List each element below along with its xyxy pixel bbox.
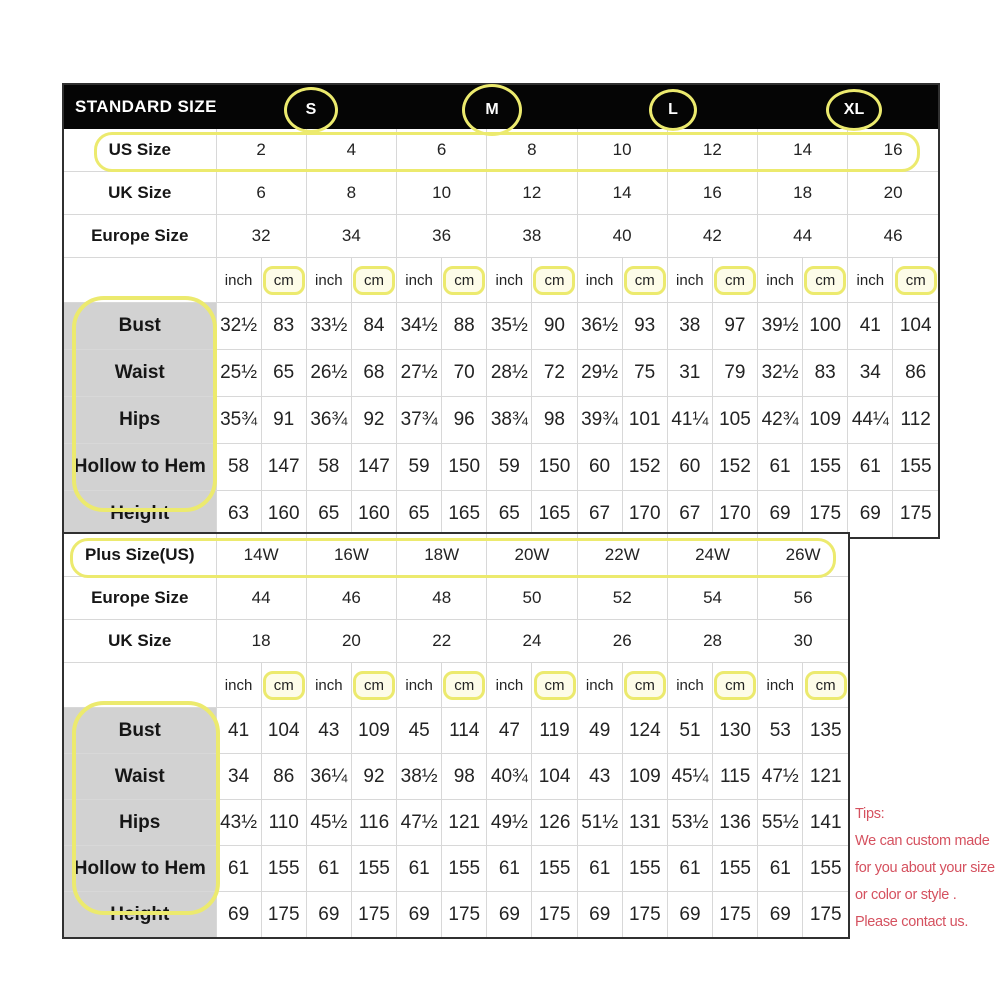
inch-value-cell: 45¼ — [667, 754, 712, 800]
unit-cm-highlight: cm — [263, 266, 305, 295]
cm-value-cell: 150 — [532, 444, 577, 491]
inch-value-cell: 33½ — [306, 303, 351, 350]
row-label: Hollow to Hem — [64, 444, 216, 491]
inch-value-cell: 61 — [397, 846, 442, 892]
size-cell: 16 — [667, 172, 757, 215]
size-cell: 38 — [487, 215, 577, 258]
inch-value-cell: 37¾ — [397, 397, 442, 444]
size-cell: 24 — [487, 620, 577, 663]
unit-cm-cell — [351, 663, 396, 708]
inch-value-cell: 69 — [306, 892, 351, 938]
unit-inch-label: inch — [667, 663, 712, 708]
inch-value-cell: 43 — [306, 708, 351, 754]
cm-value-cell: 170 — [622, 491, 667, 538]
standard-size-grid — [64, 129, 938, 537]
unit-cm-cell — [261, 663, 306, 708]
inch-value-cell: 39¾ — [577, 397, 622, 444]
inch-value-cell: 61 — [667, 846, 712, 892]
cm-value-cell: 126 — [532, 800, 577, 846]
unit-cm-cell — [713, 663, 758, 708]
size-cell: 36 — [397, 215, 487, 258]
unit-cm-highlight: cm — [443, 671, 485, 700]
size-cell: 4 — [306, 129, 396, 172]
size-cell: 22W — [577, 534, 667, 577]
cm-value-cell: 175 — [261, 892, 306, 938]
size-cell: 40 — [577, 215, 667, 258]
cm-value-cell: 155 — [351, 846, 396, 892]
cm-value-cell: 112 — [893, 397, 938, 444]
unit-cm-cell — [442, 258, 487, 303]
unit-cm-cell — [622, 663, 667, 708]
size-cell: 54 — [667, 577, 757, 620]
inch-value-cell: 28½ — [487, 350, 532, 397]
measurement-row — [64, 800, 848, 846]
size-badge-m: M — [462, 84, 522, 136]
measurement-row — [64, 397, 938, 444]
inch-value-cell: 41¼ — [667, 397, 712, 444]
size-row — [64, 129, 938, 172]
unit-row-spacer — [64, 663, 216, 708]
cm-value-cell: 155 — [803, 846, 848, 892]
inch-value-cell: 36¼ — [306, 754, 351, 800]
measurement-row — [64, 491, 938, 538]
cm-value-cell: 119 — [532, 708, 577, 754]
cm-value-cell: 165 — [442, 491, 487, 538]
row-label: Europe Size — [64, 577, 216, 620]
cm-value-cell: 116 — [351, 800, 396, 846]
unit-row-spacer — [64, 258, 216, 303]
inch-value-cell: 61 — [577, 846, 622, 892]
cm-value-cell: 155 — [532, 846, 577, 892]
unit-inch-label: inch — [758, 663, 803, 708]
inch-value-cell: 67 — [667, 491, 712, 538]
unit-cm-cell — [803, 663, 848, 708]
cm-value-cell: 160 — [261, 491, 306, 538]
size-cell: 14 — [758, 129, 848, 172]
unit-inch-label: inch — [306, 258, 351, 303]
size-row — [64, 172, 938, 215]
unit-cm-highlight: cm — [263, 671, 305, 700]
inch-value-cell: 27½ — [397, 350, 442, 397]
size-badge-xl: XL — [826, 89, 882, 131]
inch-value-cell: 42¾ — [758, 397, 803, 444]
inch-value-cell: 51 — [667, 708, 712, 754]
inch-value-cell: 61 — [758, 444, 803, 491]
unit-cm-cell — [712, 258, 757, 303]
inch-value-cell: 34 — [848, 350, 893, 397]
cm-value-cell: 109 — [351, 708, 396, 754]
inch-value-cell: 36¾ — [306, 397, 351, 444]
size-row — [64, 620, 848, 663]
size-row — [64, 215, 938, 258]
inch-value-cell: 34 — [216, 754, 261, 800]
measurement-row — [64, 303, 938, 350]
cm-value-cell: 83 — [261, 303, 306, 350]
size-cell: 12 — [487, 172, 577, 215]
inch-value-cell: 61 — [487, 846, 532, 892]
row-label: Plus Size(US) — [64, 534, 216, 577]
plus-size-grid — [64, 534, 848, 937]
inch-value-cell: 61 — [758, 846, 803, 892]
inch-value-cell: 35½ — [487, 303, 532, 350]
unit-cm-highlight: cm — [624, 671, 666, 700]
cm-value-cell: 96 — [442, 397, 487, 444]
inch-value-cell: 65 — [306, 491, 351, 538]
unit-cm-highlight: cm — [443, 266, 485, 295]
cm-value-cell: 155 — [713, 846, 758, 892]
cm-value-cell: 114 — [442, 708, 487, 754]
cm-value-cell: 92 — [351, 397, 396, 444]
inch-value-cell: 32½ — [216, 303, 261, 350]
cm-value-cell: 79 — [712, 350, 757, 397]
cm-value-cell: 141 — [803, 800, 848, 846]
unit-cm-highlight: cm — [714, 266, 756, 295]
inch-value-cell: 38½ — [397, 754, 442, 800]
tips-note — [855, 801, 1000, 936]
inch-value-cell: 60 — [577, 444, 622, 491]
unit-cm-highlight: cm — [714, 671, 756, 700]
size-cell: 20 — [848, 172, 938, 215]
inch-value-cell: 49 — [577, 708, 622, 754]
unit-cm-highlight: cm — [533, 266, 575, 295]
size-cell: 20 — [306, 620, 396, 663]
inch-value-cell: 38 — [667, 303, 712, 350]
unit-inch-label: inch — [487, 663, 532, 708]
row-label: UK Size — [64, 620, 216, 663]
cm-value-cell: 155 — [442, 846, 487, 892]
cm-value-cell: 86 — [261, 754, 306, 800]
standard-size-title: STANDARD SIZE — [75, 97, 217, 116]
cm-value-cell: 175 — [803, 892, 848, 938]
cm-value-cell: 65 — [261, 350, 306, 397]
cm-value-cell: 152 — [712, 444, 757, 491]
row-label: Hips — [64, 397, 216, 444]
cm-value-cell: 88 — [442, 303, 487, 350]
inch-value-cell: 61 — [848, 444, 893, 491]
row-label: US Size — [64, 129, 216, 172]
size-cell: 6 — [216, 172, 306, 215]
size-cell: 48 — [397, 577, 487, 620]
cm-value-cell: 100 — [803, 303, 848, 350]
inch-value-cell: 61 — [216, 846, 261, 892]
cm-value-cell: 175 — [532, 892, 577, 938]
size-cell: 16 — [848, 129, 938, 172]
cm-value-cell: 98 — [532, 397, 577, 444]
inch-value-cell: 39½ — [758, 303, 803, 350]
inch-value-cell: 35¾ — [216, 397, 261, 444]
cm-value-cell: 98 — [442, 754, 487, 800]
size-badge-s: S — [284, 87, 338, 133]
inch-value-cell: 47½ — [397, 800, 442, 846]
measurement-row — [64, 754, 848, 800]
size-cell: 20W — [487, 534, 577, 577]
inch-value-cell: 60 — [667, 444, 712, 491]
row-label: Hollow to Hem — [64, 846, 216, 892]
unit-cm-highlight: cm — [624, 266, 666, 295]
size-row — [64, 577, 848, 620]
cm-value-cell: 121 — [803, 754, 848, 800]
cm-value-cell: 155 — [803, 444, 848, 491]
inch-value-cell: 67 — [577, 491, 622, 538]
size-cell: 8 — [306, 172, 396, 215]
size-badge-l: L — [649, 89, 697, 131]
size-cell: 52 — [577, 577, 667, 620]
cm-value-cell: 175 — [713, 892, 758, 938]
inch-value-cell: 44¼ — [848, 397, 893, 444]
unit-inch-label: inch — [397, 663, 442, 708]
cm-value-cell: 155 — [261, 846, 306, 892]
unit-inch-label: inch — [758, 258, 803, 303]
size-row — [64, 534, 848, 577]
cm-value-cell: 109 — [803, 397, 848, 444]
inch-value-cell: 58 — [216, 444, 261, 491]
inch-value-cell: 45 — [397, 708, 442, 754]
cm-value-cell: 155 — [893, 444, 938, 491]
cm-value-cell: 175 — [803, 491, 848, 538]
cm-value-cell: 175 — [351, 892, 396, 938]
measurement-row — [64, 350, 938, 397]
inch-value-cell: 53 — [758, 708, 803, 754]
size-cell: 18 — [216, 620, 306, 663]
inch-value-cell: 47½ — [758, 754, 803, 800]
inch-value-cell: 53½ — [667, 800, 712, 846]
cm-value-cell: 124 — [622, 708, 667, 754]
cm-value-cell: 75 — [622, 350, 667, 397]
inch-value-cell: 63 — [216, 491, 261, 538]
inch-value-cell: 69 — [577, 892, 622, 938]
cm-value-cell: 175 — [893, 491, 938, 538]
row-label: UK Size — [64, 172, 216, 215]
tips-line: for you about your size — [855, 860, 995, 876]
unit-inch-label: inch — [848, 258, 893, 303]
size-cell: 56 — [758, 577, 848, 620]
standard-size-table — [62, 83, 940, 539]
row-label: Bust — [64, 303, 216, 350]
size-cell: 18W — [397, 534, 487, 577]
unit-inch-label: inch — [397, 258, 442, 303]
cm-value-cell: 109 — [622, 754, 667, 800]
cm-value-cell: 170 — [712, 491, 757, 538]
inch-value-cell: 45½ — [306, 800, 351, 846]
row-label: Waist — [64, 350, 216, 397]
unit-cm-cell — [622, 258, 667, 303]
unit-cm-highlight: cm — [353, 266, 395, 295]
row-label: Europe Size — [64, 215, 216, 258]
cm-value-cell: 152 — [622, 444, 667, 491]
tips-title: Tips: — [855, 806, 885, 822]
inch-value-cell: 65 — [487, 491, 532, 538]
unit-cm-cell — [893, 258, 938, 303]
cm-value-cell: 84 — [351, 303, 396, 350]
cm-value-cell: 86 — [893, 350, 938, 397]
cm-value-cell: 130 — [713, 708, 758, 754]
inch-value-cell: 40¾ — [487, 754, 532, 800]
cm-value-cell: 70 — [442, 350, 487, 397]
inch-value-cell: 58 — [306, 444, 351, 491]
unit-cm-cell — [803, 258, 848, 303]
cm-value-cell: 165 — [532, 491, 577, 538]
size-cell: 2 — [216, 129, 306, 172]
size-cell: 50 — [487, 577, 577, 620]
inch-value-cell: 43 — [577, 754, 622, 800]
size-cell: 44 — [758, 215, 848, 258]
size-cell: 6 — [397, 129, 487, 172]
size-cell: 14 — [577, 172, 667, 215]
row-label: Bust — [64, 708, 216, 754]
inch-value-cell: 61 — [306, 846, 351, 892]
size-cell: 16W — [306, 534, 396, 577]
unit-cm-highlight: cm — [353, 671, 395, 700]
unit-inch-label: inch — [577, 663, 622, 708]
standard-size-header-bar — [64, 85, 938, 129]
inch-value-cell: 26½ — [306, 350, 351, 397]
cm-value-cell: 150 — [442, 444, 487, 491]
inch-value-cell: 31 — [667, 350, 712, 397]
size-cell: 10 — [577, 129, 667, 172]
cm-value-cell: 121 — [442, 800, 487, 846]
inch-value-cell: 43½ — [216, 800, 261, 846]
unit-inch-label: inch — [487, 258, 532, 303]
unit-cm-cell — [532, 663, 577, 708]
unit-cm-highlight: cm — [805, 671, 847, 700]
measurement-row — [64, 708, 848, 754]
cm-value-cell: 90 — [532, 303, 577, 350]
size-cell: 12 — [667, 129, 757, 172]
inch-value-cell: 69 — [667, 892, 712, 938]
cm-value-cell: 92 — [351, 754, 396, 800]
inch-value-cell: 25½ — [216, 350, 261, 397]
cm-value-cell: 91 — [261, 397, 306, 444]
size-cell: 34 — [306, 215, 396, 258]
unit-cm-cell — [351, 258, 396, 303]
cm-value-cell: 104 — [261, 708, 306, 754]
inch-value-cell: 69 — [397, 892, 442, 938]
size-cell: 26W — [758, 534, 848, 577]
unit-inch-label: inch — [577, 258, 622, 303]
unit-cm-highlight: cm — [895, 266, 937, 295]
unit-inch-label: inch — [216, 663, 261, 708]
inch-value-cell: 38¾ — [487, 397, 532, 444]
size-cell: 10 — [397, 172, 487, 215]
measurement-row — [64, 846, 848, 892]
unit-cm-cell — [532, 258, 577, 303]
size-cell: 28 — [667, 620, 757, 663]
size-cell: 46 — [306, 577, 396, 620]
cm-value-cell: 147 — [261, 444, 306, 491]
tips-line: We can custom made — [855, 833, 990, 849]
inch-value-cell: 47 — [487, 708, 532, 754]
measurement-row — [64, 892, 848, 938]
inch-value-cell: 32½ — [758, 350, 803, 397]
unit-inch-label: inch — [667, 258, 712, 303]
cm-value-cell: 93 — [622, 303, 667, 350]
cm-value-cell: 136 — [713, 800, 758, 846]
cm-value-cell: 110 — [261, 800, 306, 846]
row-label: Height — [64, 892, 216, 938]
inch-value-cell: 69 — [216, 892, 261, 938]
size-cell: 44 — [216, 577, 306, 620]
size-cell: 18 — [758, 172, 848, 215]
inch-value-cell: 69 — [487, 892, 532, 938]
unit-cm-cell — [442, 663, 487, 708]
size-cell: 22 — [397, 620, 487, 663]
cm-value-cell: 101 — [622, 397, 667, 444]
cm-value-cell: 68 — [351, 350, 396, 397]
inch-value-cell: 59 — [397, 444, 442, 491]
row-label: Hips — [64, 800, 216, 846]
cm-value-cell: 104 — [893, 303, 938, 350]
cm-value-cell: 83 — [803, 350, 848, 397]
size-cell: 46 — [848, 215, 938, 258]
inch-value-cell: 59 — [487, 444, 532, 491]
cm-value-cell: 72 — [532, 350, 577, 397]
inch-value-cell: 29½ — [577, 350, 622, 397]
cm-value-cell: 115 — [713, 754, 758, 800]
measurement-row — [64, 444, 938, 491]
inch-value-cell: 41 — [216, 708, 261, 754]
cm-value-cell: 135 — [803, 708, 848, 754]
unit-cm-highlight: cm — [804, 266, 846, 295]
size-cell: 8 — [487, 129, 577, 172]
inch-value-cell: 34½ — [397, 303, 442, 350]
cm-value-cell: 147 — [351, 444, 396, 491]
tips-line: Please contact us. — [855, 914, 969, 930]
row-label: Waist — [64, 754, 216, 800]
inch-value-cell: 36½ — [577, 303, 622, 350]
inch-value-cell: 51½ — [577, 800, 622, 846]
unit-inch-label: inch — [306, 663, 351, 708]
unit-header-row — [64, 663, 848, 708]
cm-value-cell: 104 — [532, 754, 577, 800]
cm-value-cell: 175 — [622, 892, 667, 938]
size-cell: 32 — [216, 215, 306, 258]
size-cell: 30 — [758, 620, 848, 663]
unit-cm-cell — [261, 258, 306, 303]
inch-value-cell: 69 — [758, 491, 803, 538]
size-cell: 26 — [577, 620, 667, 663]
cm-value-cell: 97 — [712, 303, 757, 350]
plus-size-table — [62, 532, 850, 939]
inch-value-cell: 69 — [848, 491, 893, 538]
cm-value-cell: 155 — [622, 846, 667, 892]
size-cell: 14W — [216, 534, 306, 577]
size-cell: 24W — [667, 534, 757, 577]
cm-value-cell: 160 — [351, 491, 396, 538]
tips-line: or color or style . — [855, 887, 957, 903]
cm-value-cell: 175 — [442, 892, 487, 938]
inch-value-cell: 41 — [848, 303, 893, 350]
inch-value-cell: 65 — [397, 491, 442, 538]
cm-value-cell: 105 — [712, 397, 757, 444]
row-label: Height — [64, 491, 216, 538]
inch-value-cell: 69 — [758, 892, 803, 938]
cm-value-cell: 131 — [622, 800, 667, 846]
inch-value-cell: 49½ — [487, 800, 532, 846]
unit-inch-label: inch — [216, 258, 261, 303]
inch-value-cell: 55½ — [758, 800, 803, 846]
unit-header-row — [64, 258, 938, 303]
size-cell: 42 — [667, 215, 757, 258]
unit-cm-highlight: cm — [534, 671, 576, 700]
